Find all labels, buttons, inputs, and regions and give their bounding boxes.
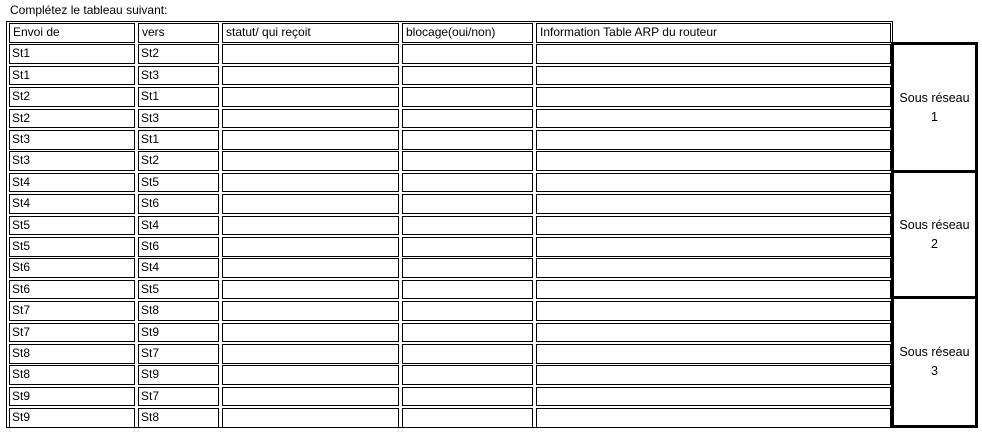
from-cell: St8 [9, 365, 135, 385]
status-cell[interactable] [222, 387, 399, 407]
to-cell: St7 [138, 387, 219, 407]
to-cell: St5 [138, 280, 219, 300]
from-cell: St3 [9, 151, 135, 171]
arp-info-cell[interactable] [536, 66, 891, 86]
subnet-label-text: Sous réseau [899, 345, 970, 359]
blocking-cell[interactable] [402, 323, 533, 343]
arp-info-cell[interactable] [536, 258, 891, 278]
status-cell[interactable] [222, 173, 399, 193]
status-cell[interactable] [222, 66, 399, 86]
arp-info-cell[interactable] [536, 387, 891, 407]
arp-table [6, 21, 893, 428]
to-cell: St5 [138, 173, 219, 193]
arp-info-cell[interactable] [536, 323, 891, 343]
arp-info-cell[interactable] [536, 344, 891, 364]
subnet-group-1 [891, 42, 978, 173]
subnet-label [894, 89, 975, 127]
to-cell: St4 [138, 216, 219, 236]
arp-info-cell[interactable] [536, 280, 891, 300]
from-cell: St4 [9, 194, 135, 214]
blocking-cell[interactable] [402, 194, 533, 214]
to-cell: St2 [138, 44, 219, 64]
to-cell: St6 [138, 194, 219, 214]
subnet-group-3 [891, 296, 978, 428]
blocking-cell[interactable] [402, 109, 533, 129]
blocking-cell[interactable] [402, 237, 533, 257]
subnet-group-2 [891, 170, 978, 299]
header-blocage: blocage(oui/non) [402, 23, 533, 43]
from-cell: St7 [9, 323, 135, 343]
blocking-cell[interactable] [402, 280, 533, 300]
arp-info-cell[interactable] [536, 237, 891, 257]
blocking-cell[interactable] [402, 344, 533, 364]
status-cell[interactable] [222, 301, 399, 321]
status-cell[interactable] [222, 44, 399, 64]
arp-info-cell[interactable] [536, 301, 891, 321]
blocking-cell[interactable] [402, 87, 533, 107]
from-cell: St9 [9, 408, 135, 428]
status-cell[interactable] [222, 87, 399, 107]
from-cell: St7 [9, 301, 135, 321]
subnet-label-number: 3 [931, 364, 938, 378]
header-arp-info: Information Table ARP du routeur [536, 23, 891, 43]
header-vers: vers [138, 23, 219, 43]
from-cell: St3 [9, 130, 135, 150]
arp-info-cell[interactable] [536, 44, 891, 64]
blocking-cell[interactable] [402, 151, 533, 171]
status-cell[interactable] [222, 216, 399, 236]
arp-info-cell[interactable] [536, 109, 891, 129]
status-cell[interactable] [222, 323, 399, 343]
status-cell[interactable] [222, 280, 399, 300]
arp-info-cell[interactable] [536, 173, 891, 193]
status-cell[interactable] [222, 365, 399, 385]
blocking-cell[interactable] [402, 365, 533, 385]
blocking-cell[interactable] [402, 66, 533, 86]
subnet-label [894, 343, 975, 381]
status-cell[interactable] [222, 151, 399, 171]
blocking-cell[interactable] [402, 130, 533, 150]
to-cell: St1 [138, 87, 219, 107]
status-cell[interactable] [222, 194, 399, 214]
from-cell: St2 [9, 109, 135, 129]
blocking-cell[interactable] [402, 258, 533, 278]
arp-info-cell[interactable] [536, 194, 891, 214]
to-cell: St3 [138, 66, 219, 86]
from-cell: St6 [9, 258, 135, 278]
status-cell[interactable] [222, 408, 399, 428]
status-cell[interactable] [222, 258, 399, 278]
subnet-label-text: Sous réseau [899, 217, 970, 232]
header-envoi-de: Envoi de [9, 23, 135, 43]
to-cell: St8 [138, 408, 219, 428]
status-cell[interactable] [222, 237, 399, 257]
subnet-label-number: 1 [931, 109, 938, 124]
blocking-cell[interactable] [402, 216, 533, 236]
arp-info-cell[interactable] [536, 408, 891, 428]
to-cell: St9 [138, 323, 219, 343]
arp-info-cell[interactable] [536, 87, 891, 107]
blocking-cell[interactable] [402, 408, 533, 428]
to-cell: St7 [138, 344, 219, 364]
status-cell[interactable] [222, 109, 399, 129]
from-cell: St9 [9, 387, 135, 407]
arp-info-cell[interactable] [536, 130, 891, 150]
from-cell: St1 [9, 66, 135, 86]
blocking-cell[interactable] [402, 173, 533, 193]
blocking-cell[interactable] [402, 44, 533, 64]
subnet-label-text: Sous réseau [899, 90, 970, 105]
arp-info-cell[interactable] [536, 365, 891, 385]
status-cell[interactable] [222, 130, 399, 150]
from-cell: St1 [9, 44, 135, 64]
to-cell: St1 [138, 130, 219, 150]
to-cell: St2 [138, 151, 219, 171]
to-cell: St6 [138, 237, 219, 257]
blocking-cell[interactable] [402, 387, 533, 407]
status-cell[interactable] [222, 344, 399, 364]
to-cell: St4 [138, 258, 219, 278]
from-cell: St5 [9, 216, 135, 236]
from-cell: St4 [9, 173, 135, 193]
from-cell: St8 [9, 344, 135, 364]
header-statut: statut/ qui reçoit [222, 23, 399, 43]
subnet-label [894, 216, 975, 254]
blocking-cell[interactable] [402, 301, 533, 321]
subnet-label-number: 2 [931, 236, 938, 251]
to-cell: St3 [138, 109, 219, 129]
arp-info-cell[interactable] [536, 216, 891, 236]
to-cell: St9 [138, 365, 219, 385]
instruction-text: Complétez le tableau suivant: [10, 3, 168, 17]
arp-info-cell[interactable] [536, 151, 891, 171]
from-cell: St2 [9, 87, 135, 107]
from-cell: St6 [9, 280, 135, 300]
from-cell: St5 [9, 237, 135, 257]
to-cell: St8 [138, 301, 219, 321]
